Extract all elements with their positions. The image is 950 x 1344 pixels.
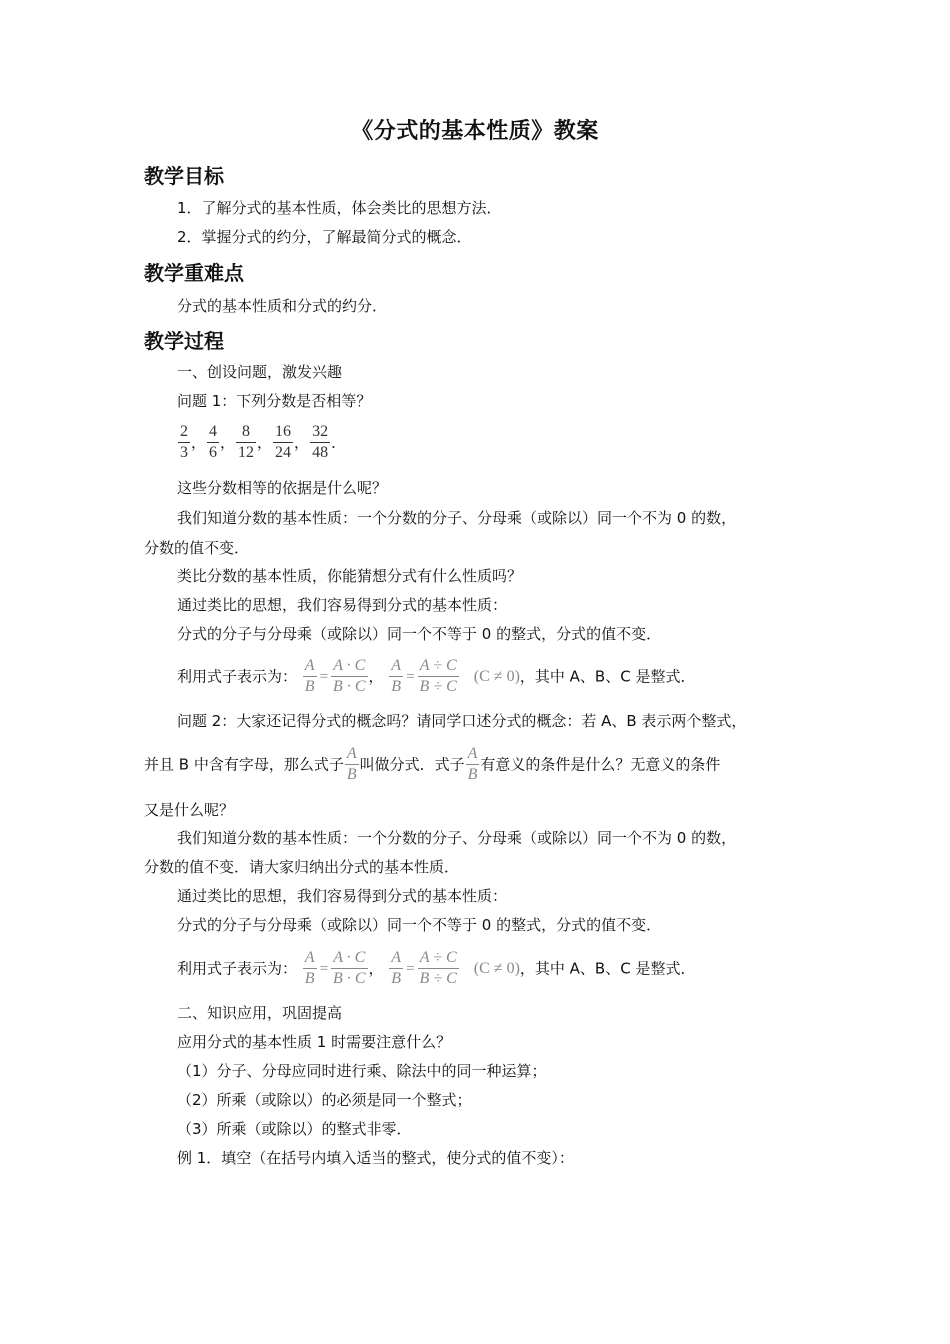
goal-item-2: 2．掌握分式的约分，了解最简分式的概念． (177, 228, 472, 246)
formula-a-over-b: $\frac{A}{B}$ (304, 657, 315, 695)
fraction-a-over-b-inline-2: $\frac{A}{B}$ (467, 745, 478, 783)
heading-teaching-process: 教学过程 (144, 329, 224, 353)
formula-line-2: 利用式子表示为： $\frac{A}{B}$ = $\frac{A \cdot C}{B \cdot C}$ ， $\frac{A}{B}$ = $\frac{A \div C}{B \div C}$ (C ≠ 0)，其中 A、B、C 是整式． (177, 949, 696, 987)
formula2-a-over-b-2: $\frac{A}{B}$ (391, 949, 402, 987)
paragraph-rational-property-2: 分式的分子与分母乘（或除以）同一个不等于 0 的整式，分式的值不变． (177, 916, 662, 934)
part-1-heading: 一、创设问题，激发兴趣 (177, 363, 343, 381)
note-item-1: （1）分子、分母应同时进行乘、除法中的同一种运算； (177, 1062, 547, 1080)
heading-teaching-goals: 教学目标 (144, 164, 224, 188)
paragraph-attention: 应用分式的基本性质 1 时需要注意什么？ (177, 1033, 452, 1051)
goal-item-1: 1．了解分式的基本性质，体会类比的思想方法． (177, 199, 502, 217)
formula2-ac-over-bc: $\frac{A \cdot C}{B \cdot C}$ (333, 949, 366, 987)
example-1: 例 1．填空（在括号内填入适当的整式，使分式的值不变）： (177, 1149, 574, 1167)
paragraph-analogy-result: 通过类比的思想，我们容易得到分式的基本性质： (177, 596, 508, 614)
formula-condition: (C ≠ 0) (473, 667, 520, 685)
fraction-16-24: $\frac{16}{24}$ (275, 423, 292, 461)
question-1: 问题 1：下列分数是否相等？ (177, 392, 372, 410)
formula-adivc-over-bdivc: $\frac{A \div C}{B \div C}$ (419, 657, 457, 695)
heading-key-points: 教学重难点 (144, 261, 244, 285)
fraction-a-over-b-inline: $\frac{A}{B}$ (346, 745, 357, 783)
fraction-8-12: $\frac{8}{12}$ (238, 423, 255, 461)
paragraph-fraction-property-a: 我们知道分数的基本性质：一个分数的分子、分母乘（或除以）同一个不为 0 的数， (177, 509, 737, 527)
fraction-4-6: $\frac{4}{6}$ (209, 423, 218, 461)
formula-line-1: 利用式子表示为： $\frac{A}{B}$ = $\frac{A \cdot C}{B \cdot C}$ ， $\frac{A}{B}$ = $\frac{A \div C}{B \div C}$ (C ≠ 0)，其中 A、B、C 是整式． (177, 657, 696, 695)
paragraph-fraction-property-b: 分数的值不变． (144, 539, 250, 557)
fraction-32-48: $\frac{32}{48}$ (312, 423, 329, 461)
question-2-a: 问题 2：大家还记得分式的概念吗？请同学口述分式的概念：若 A、B 表示两个整式， (177, 712, 747, 730)
question-2-b: 并且 B 中含有字母，那么式子 $\frac{A}{B}$ 叫做分式．式子 $\frac{A}{B}$ 有意义的条件是什么？无意义的条件 (144, 745, 721, 783)
fraction-list: $\frac{2}{3}$ ， $\frac{4}{6}$ ， $\frac{8}{12}$ ， $\frac{16}{24}$ ， $\frac{32}{48}$ ． (180, 423, 347, 461)
formula2-condition: (C ≠ 0) (473, 959, 520, 977)
paragraph-fraction-property-2b: 分数的值不变．请大家归纳出分式的基本性质． (144, 858, 460, 876)
formula2-adivc-over-bdivc: $\frac{A \div C}{B \div C}$ (419, 949, 457, 987)
formula-ac-over-bc: $\frac{A \cdot C}{B \cdot C}$ (333, 657, 366, 695)
question-2-c: 又是什么呢？ (144, 801, 235, 819)
key-points-text: 分式的基本性质和分式的约分． (177, 297, 388, 315)
paragraph-rational-property: 分式的分子与分母乘（或除以）同一个不等于 0 的整式，分式的值不变． (177, 625, 662, 643)
paragraph-basis: 这些分数相等的依据是什么呢？ (177, 479, 388, 497)
fraction-2-3: $\frac{2}{3}$ (180, 423, 188, 461)
formula2-a-over-b: $\frac{A}{B}$ (304, 949, 315, 987)
note-item-3: （3）所乘（或除以）的整式非零． (177, 1120, 412, 1138)
paragraph-analogy: 类比分数的基本性质，你能猜想分式有什么性质吗？ (177, 567, 523, 585)
formula-a-over-b-2: $\frac{A}{B}$ (391, 657, 402, 695)
note-item-2: （2）所乘（或除以）的必须是同一个整式； (177, 1091, 472, 1109)
paragraph-analogy-result-2: 通过类比的思想，我们容易得到分式的基本性质： (177, 887, 508, 905)
part-2-heading: 二、知识应用，巩固提高 (177, 1004, 343, 1022)
paragraph-fraction-property-2a: 我们知道分数的基本性质：一个分数的分子、分母乘（或除以）同一个不为 0 的数， (177, 829, 737, 847)
page-title: 《分式的基本性质》教案 (351, 119, 599, 144)
